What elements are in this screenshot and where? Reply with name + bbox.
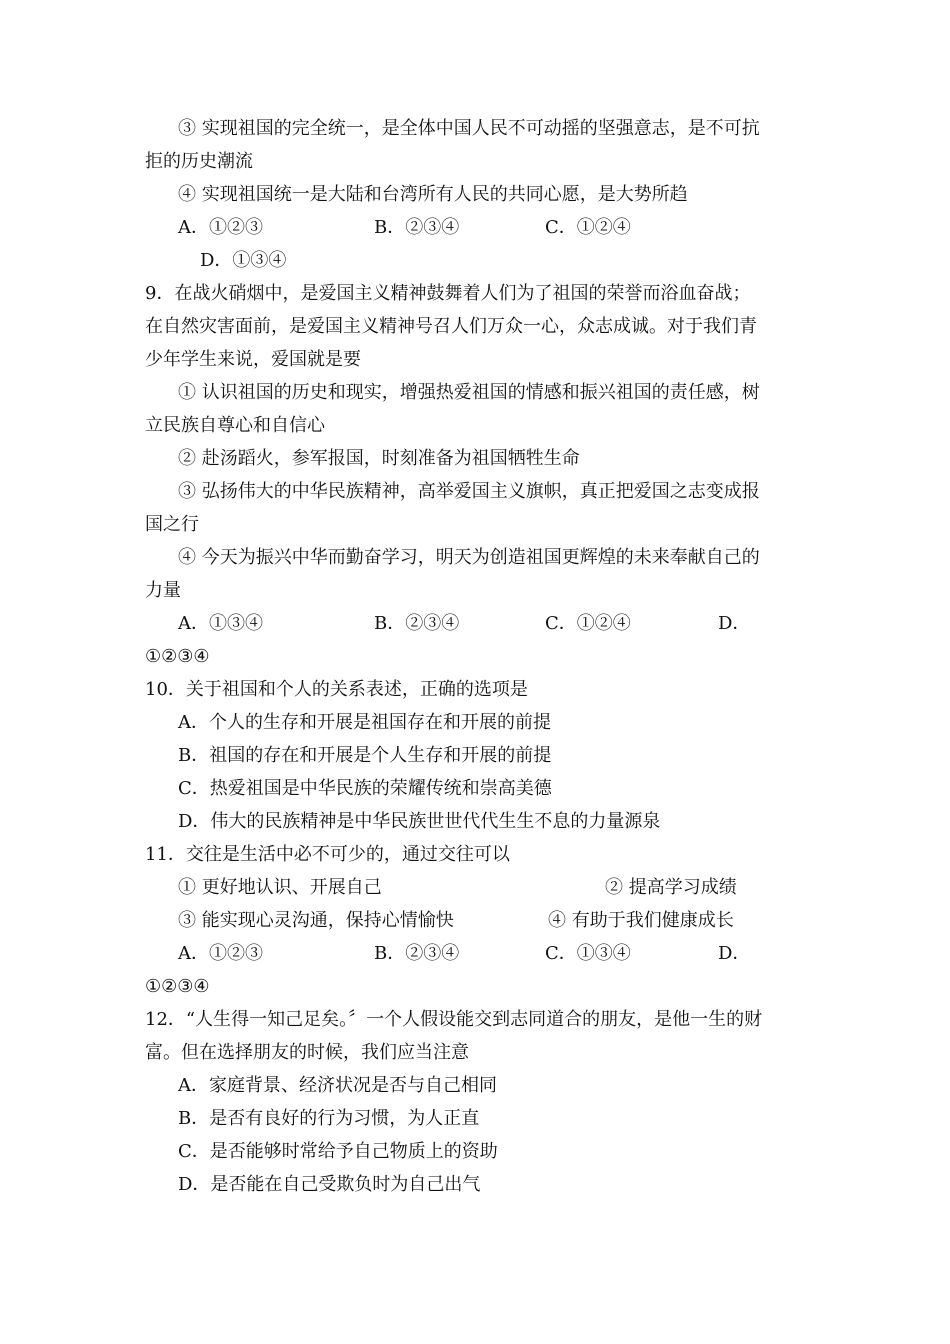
q9-option-a: A．①③④: [178, 613, 263, 634]
q9-option-b: B．②③④: [374, 613, 460, 634]
q9-option-c: C．①②④: [545, 613, 631, 634]
q9-item-3-cont: 国之行: [145, 514, 199, 535]
q10-option-b: B．祖国的存在和开展是个人生存和开展的前提: [178, 745, 552, 766]
q9-stem: 9．在战火硝烟中，是爱国主义精神鼓舞着人们为了祖国的荣誉而浴血奋战；: [145, 283, 751, 304]
q9-item-1: ① 认识祖国的历史和现实，增强热爱祖国的情感和振兴祖国的责任感，树: [178, 382, 760, 403]
q8-option-d: D．①③④: [200, 250, 287, 271]
q9-item-4: ④ 今天为振兴中华而勤奋学习，明天为创造祖国更辉煌的未来奉献自己的: [178, 547, 760, 568]
q9-option-d: D．: [718, 613, 751, 634]
q11-item-1: ① 更好地认识、开展自己: [178, 877, 382, 898]
q8-option-c: C．①②④: [545, 217, 631, 238]
q9-item-1-cont: 立民族自尊心和自信心: [145, 415, 325, 436]
q11-option-d: D．: [718, 943, 751, 964]
q8-option-b: B．②③④: [374, 217, 460, 238]
q9-stem-cont: 少年学生来说，爱国就是要: [145, 349, 361, 370]
q9-item-3: ③ 弘扬伟大的中华民族精神，高举爱国主义旗帜，真正把爱国之志变成报: [178, 481, 760, 502]
q10-option-a: A．个人的生存和开展是祖国存在和开展的前提: [178, 712, 551, 733]
q12-stem: 12．“人生得一知己足矣。〞一个人假设能交到志同道合的朋友，是他一生的财: [145, 1009, 763, 1030]
q8-item-4: ④ 实现祖国统一是大陆和台湾所有人民的共同心愿，是大势所趋: [178, 184, 688, 205]
q11-item-2: ② 提高学习成绩: [605, 877, 737, 898]
q9-item-2: ② 赴汤蹈火，参军报国，时刻准备为祖国牺牲生命: [178, 448, 580, 469]
q11-item-3: ③ 能实现心灵沟通，保持心情愉快: [178, 910, 454, 931]
q11-item-4: ④ 有助于我们健康成长: [548, 910, 734, 931]
q9-stem-cont: 在自然灾害面前，是爱国主义精神号召人们万众一心，众志成诚。对于我们青: [145, 316, 757, 337]
q11-option-d-value: ①②③④: [145, 976, 210, 997]
q12-option-d: D．是否能在自己受欺负时为自己出气: [178, 1174, 481, 1195]
q8-option-a: A．①②③: [178, 217, 263, 238]
q11-option-b: B．②③④: [374, 943, 460, 964]
q12-option-c: C．是否能够时常给予自己物质上的资助: [178, 1141, 498, 1162]
q12-option-a: A．家庭背景、经济状况是否与自己相同: [178, 1075, 497, 1096]
q12-option-b: B．是否有良好的行为习惯，为人正直: [178, 1108, 480, 1129]
q11-option-a: A．①②③: [178, 943, 263, 964]
q8-item-3: ③ 实现祖国的完全统一，是全体中国人民不可动摇的坚强意志，是不可抗: [178, 118, 760, 139]
q10-stem: 10．关于祖国和个人的关系表述，正确的选项是: [145, 679, 528, 700]
q12-stem-cont: 富。但在选择朋友的时候，我们应当注意: [145, 1042, 469, 1063]
q9-item-4-cont: 力量: [145, 580, 181, 601]
q9-option-d-value: ①②③④: [145, 646, 210, 667]
q11-stem: 11．交往是生活中必不可少的，通过交往可以: [145, 844, 510, 865]
q10-option-c: C．热爱祖国是中华民族的荣耀传统和崇高美德: [178, 778, 552, 799]
q8-item-3-cont: 拒的历史潮流: [145, 151, 253, 172]
q11-option-c: C．①③④: [545, 943, 631, 964]
q10-option-d: D．伟大的民族精神是中华民族世世代代生生不息的力量源泉: [178, 811, 661, 832]
